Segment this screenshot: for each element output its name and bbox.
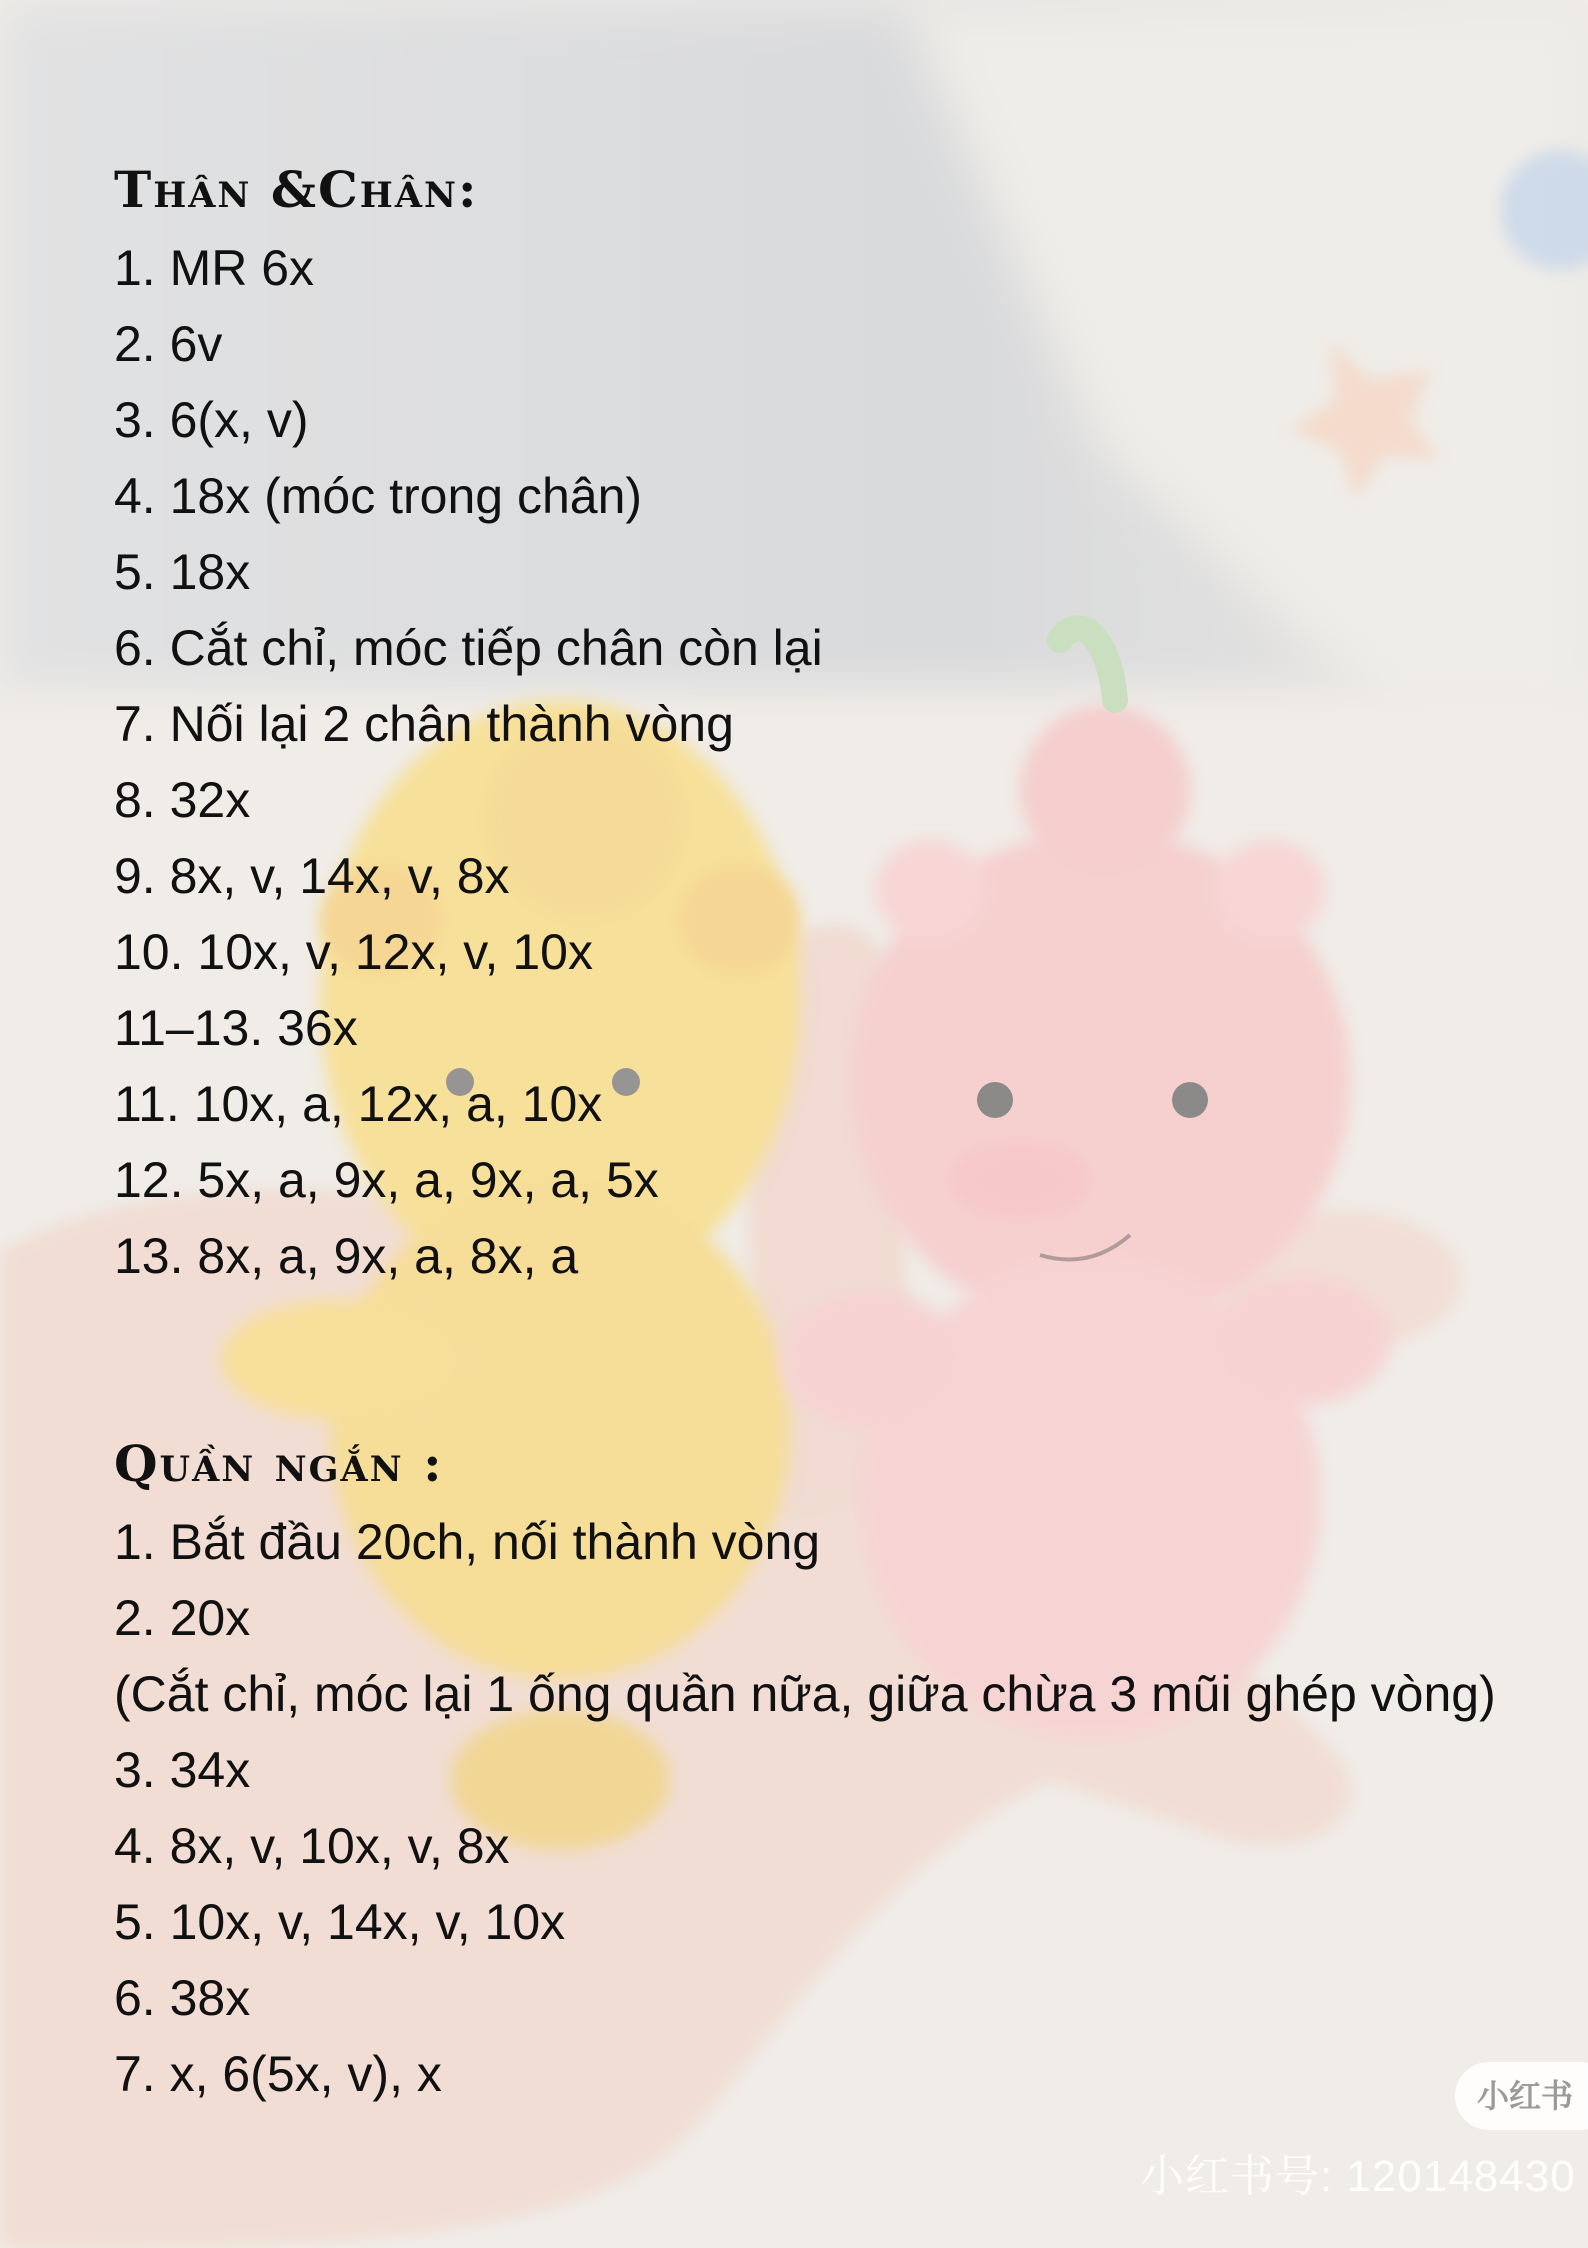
step-line: 11. 10x, a, 12x, a, 10x bbox=[114, 1076, 603, 1132]
step-line: 3. 6(x, v) bbox=[114, 392, 309, 448]
step-line: 5. 10x, v, 14x, v, 10x bbox=[114, 1894, 566, 1950]
step-line: 10. 10x, v, 12x, v, 10x bbox=[114, 924, 593, 980]
step-line: 13. 8x, a, 9x, a, 8x, a bbox=[114, 1228, 579, 1284]
step-line: 9. 8x, v, 14x, v, 8x bbox=[114, 848, 510, 904]
step-line: 6. 38x bbox=[114, 1970, 251, 2026]
section-heading-quan-ngan: Quần ngắn : bbox=[114, 1434, 444, 1493]
step-line: 7. Nối lại 2 chân thành vòng bbox=[114, 696, 734, 752]
step-line: 7. x, 6(5x, v), x bbox=[114, 2046, 442, 2102]
step-line: 4. 18x (móc trong chân) bbox=[114, 468, 643, 524]
step-line: 1. Bắt đầu 20ch, nối thành vòng bbox=[114, 1514, 821, 1570]
pattern-text bbox=[114, 150, 1588, 2112]
step-line: 2. 6v bbox=[114, 316, 223, 372]
step-line: 8. 32x bbox=[114, 772, 251, 828]
watermark-id-text: 小红书号: 120148430 bbox=[1140, 2152, 1576, 2201]
step-list-quan-ngan bbox=[114, 1504, 1588, 2112]
section-spacer bbox=[114, 1294, 1588, 1424]
watermark-badge: 小红书 bbox=[1455, 2062, 1588, 2130]
step-line: 11–13. 36x bbox=[114, 1000, 358, 1056]
step-line: 2. 20x bbox=[114, 1590, 251, 1646]
step-line: 6. Cắt chỉ, móc tiếp chân còn lại bbox=[114, 620, 823, 676]
step-line: 5. 18x bbox=[114, 544, 251, 600]
section-heading-than-chan: Thân &Chân: bbox=[114, 160, 479, 219]
step-note: (Cắt chỉ, móc lại 1 ống quần nữa, giữa chừa 3 mũi ghép vòng) bbox=[114, 1666, 1496, 1722]
step-line: 1. MR 6x bbox=[114, 240, 315, 296]
step-line: 3. 34x bbox=[114, 1742, 251, 1798]
step-list-than-chan bbox=[114, 230, 1588, 1294]
step-line: 4. 8x, v, 10x, v, 8x bbox=[114, 1818, 510, 1874]
step-line: 12. 5x, a, 9x, a, 9x, a, 5x bbox=[114, 1152, 659, 1208]
